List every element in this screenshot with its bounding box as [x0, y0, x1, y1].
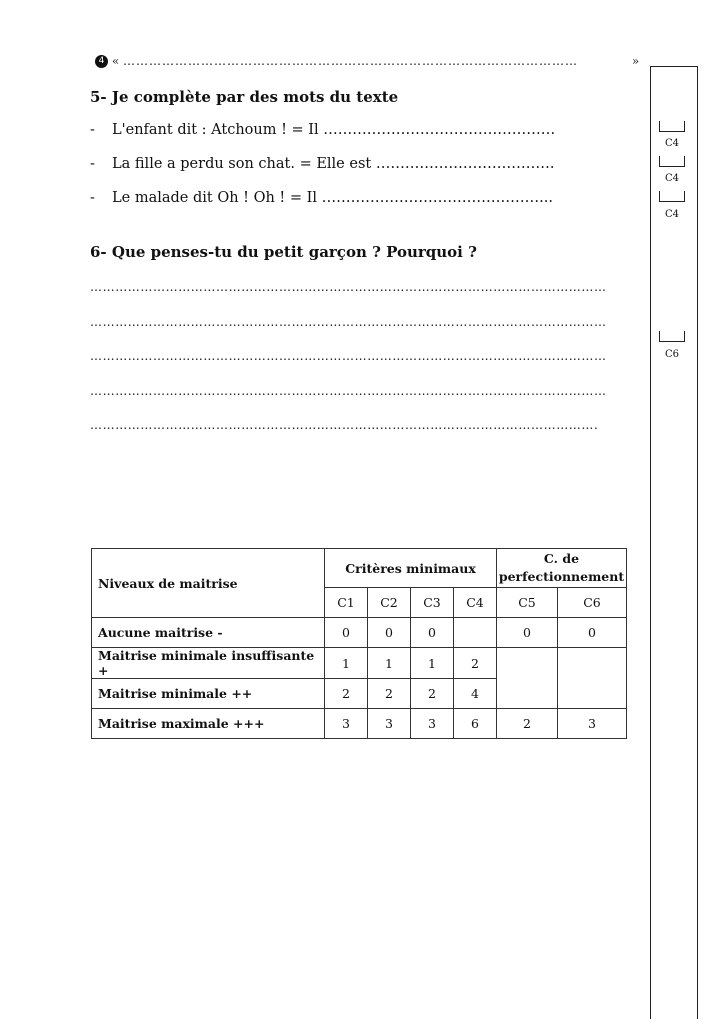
cell-c5: 2: [497, 709, 558, 739]
cell-c4: 6: [454, 709, 497, 739]
cell-c3: 1: [411, 648, 454, 679]
cell-c4: 4: [454, 679, 497, 709]
cell-c3: 0: [411, 618, 454, 648]
score-box[interactable]: [659, 331, 685, 342]
score-label: C4: [665, 173, 680, 184]
criterion-c5: C5: [497, 588, 558, 618]
cell-c6: 0: [558, 618, 627, 648]
header-perfection-criteria: C. de perfectionnement: [497, 549, 627, 588]
bullet: -: [90, 156, 95, 172]
row-label: Maitrise minimale insuffisante +: [92, 648, 325, 679]
item-text: La fille a perdu son chat. = Elle est ……………………………….: [112, 156, 555, 172]
table-row: [92, 618, 627, 648]
answer-line[interactable]: ……………………………………………………………………………………………………………: [90, 280, 607, 294]
cell-c5: 0: [497, 618, 558, 648]
top-answer-line: [95, 54, 639, 68]
row-label: Maitrise maximale +++: [92, 709, 325, 739]
cell-c5-empty: [497, 648, 558, 709]
close-quote: »: [631, 54, 640, 68]
score-label: C6: [665, 349, 680, 360]
cell-c1: 2: [325, 679, 368, 709]
answer-line[interactable]: ……………………………………………………………………………………………………………: [90, 349, 607, 363]
score-label: C4: [665, 138, 680, 149]
bullet: -: [90, 122, 95, 138]
criterion-c4: C4: [454, 588, 497, 618]
cell-c1: 3: [325, 709, 368, 739]
cell-c1: 1: [325, 648, 368, 679]
score-box[interactable]: [659, 121, 685, 132]
answer-dots[interactable]: ……………………………………………………………………………………………: [123, 54, 578, 68]
open-quote: «: [111, 54, 120, 68]
mastery-levels-table: [91, 548, 627, 739]
bullet: -: [90, 190, 95, 206]
cell-c4: 2: [454, 648, 497, 679]
question-number-marker: 4: [95, 55, 108, 68]
cell-c1: 0: [325, 618, 368, 648]
cell-c2: 0: [368, 618, 411, 648]
header-minimal-criteria: Critères minimaux: [325, 549, 497, 588]
header-levels: Niveaux de maitrise: [92, 549, 325, 618]
cell-c2: 1: [368, 648, 411, 679]
answer-line[interactable]: ……………………………………………………………………………………………………………: [90, 384, 607, 398]
cell-c2: 3: [368, 709, 411, 739]
question-5-item[interactable]: [90, 122, 555, 138]
cell-c4: [454, 618, 497, 648]
cell-c2: 2: [368, 679, 411, 709]
row-label: Maitrise minimale ++: [92, 679, 325, 709]
question-5-item[interactable]: [90, 190, 553, 206]
criterion-c6: C6: [558, 588, 627, 618]
criterion-c2: C2: [368, 588, 411, 618]
question-5-item[interactable]: [90, 156, 554, 172]
score-box[interactable]: [659, 191, 685, 202]
criterion-c3: C3: [411, 588, 454, 618]
table-row: [92, 709, 627, 739]
answer-line[interactable]: ………………………………………………………………………………………………………….: [90, 418, 599, 432]
cell-c6: 3: [558, 709, 627, 739]
table-row: [92, 648, 627, 679]
cell-c3: 3: [411, 709, 454, 739]
question-6-title: 6- Que penses-tu du petit garçon ? Pourquoi ?: [90, 243, 477, 261]
question-5-title: 5- Je complète par des mots du texte: [90, 88, 399, 106]
score-label: C4: [665, 209, 680, 220]
score-box[interactable]: [659, 156, 685, 167]
item-text: L'enfant dit : Atchoum ! = Il …………………………………………: [112, 122, 556, 138]
answer-line[interactable]: ……………………………………………………………………………………………………………: [90, 315, 607, 329]
cell-c6-empty: [558, 648, 627, 709]
row-label: Aucune maitrise -: [92, 618, 325, 648]
criterion-c1: C1: [325, 588, 368, 618]
item-text: Le malade dit Oh ! Oh ! = Il ………………………………………...: [112, 190, 553, 206]
cell-c3: 2: [411, 679, 454, 709]
